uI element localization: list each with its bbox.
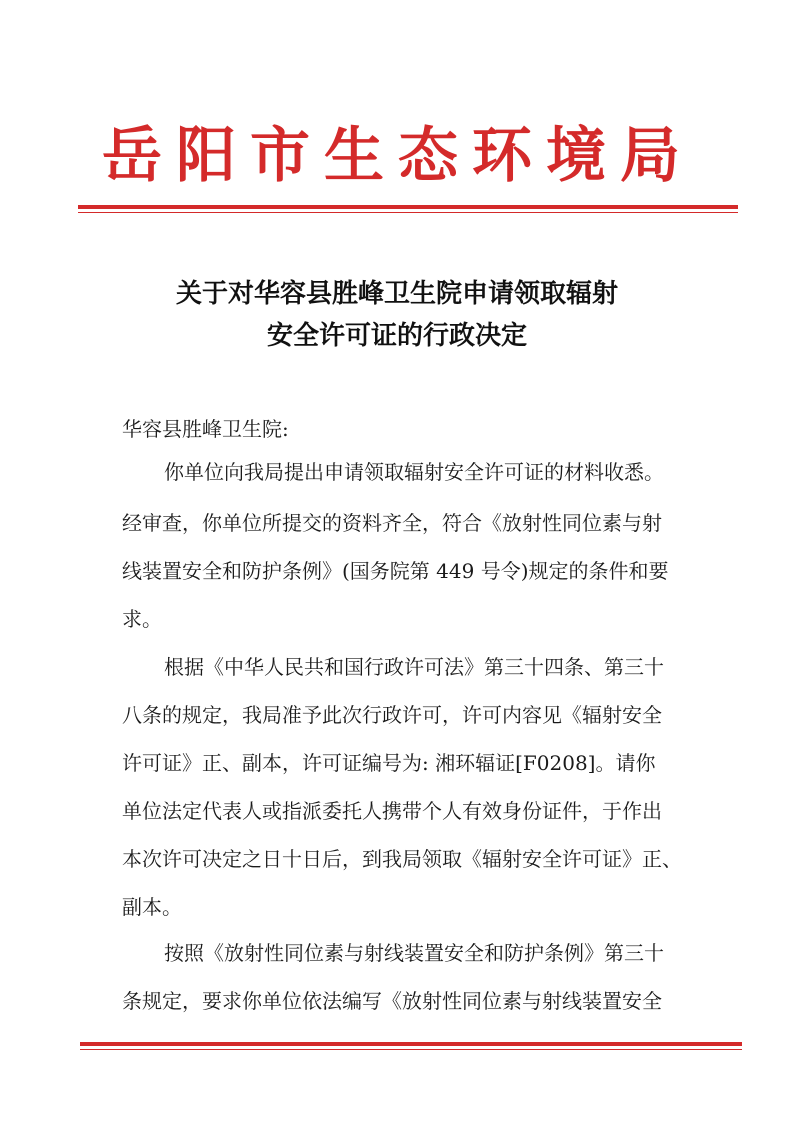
agency-letterhead: 岳阳市生态环境局 [102, 121, 694, 191]
document-title-line-2: 安全许可证的行政决定 [266, 321, 527, 351]
body-line: 经审查，你单位所提交的资料齐全，符合《放射性同位素与射 [122, 511, 662, 535]
body-line: 单位法定代表人或指派委托人携带个人有效身份证件，于作出 [122, 799, 662, 823]
body-line: 你单位向我局提出申请领取辐射安全许可证的材料收悉。 [164, 460, 664, 484]
addressee: 华容县胜峰卫生院: [122, 417, 289, 441]
body-line: 八条的规定，我局准予此次行政许可，许可内容见《辐射安全 [122, 703, 662, 727]
header-rule-thick [78, 205, 738, 209]
body-line: 许可证》正、副本，许可证编号为: 湘环辐证[F0208]。请你 [122, 751, 656, 775]
body-line: 根据《中华人民共和国行政许可法》第三十四条、第三十 [164, 655, 664, 679]
body-line: 按照《放射性同位素与射线装置安全和防护条例》第三十 [164, 941, 664, 965]
document-title-line-1: 关于对华容县胜峰卫生院申请领取辐射 [175, 279, 618, 309]
footer-rule-thin [80, 1049, 742, 1050]
header-rule-thin [78, 212, 738, 213]
body-line: 条规定，要求你单位依法编写《放射性同位素与射线装置安全 [122, 989, 662, 1013]
body-line: 求。 [122, 607, 162, 631]
body-line: 线装置安全和防护条例》(国务院第 449 号令)规定的条件和要 [122, 559, 669, 583]
body-line: 副本。 [122, 895, 182, 919]
footer-rule-thick [80, 1042, 742, 1046]
body-line: 本次许可决定之日十日后，到我局领取《辐射安全许可证》正、 [122, 847, 682, 871]
